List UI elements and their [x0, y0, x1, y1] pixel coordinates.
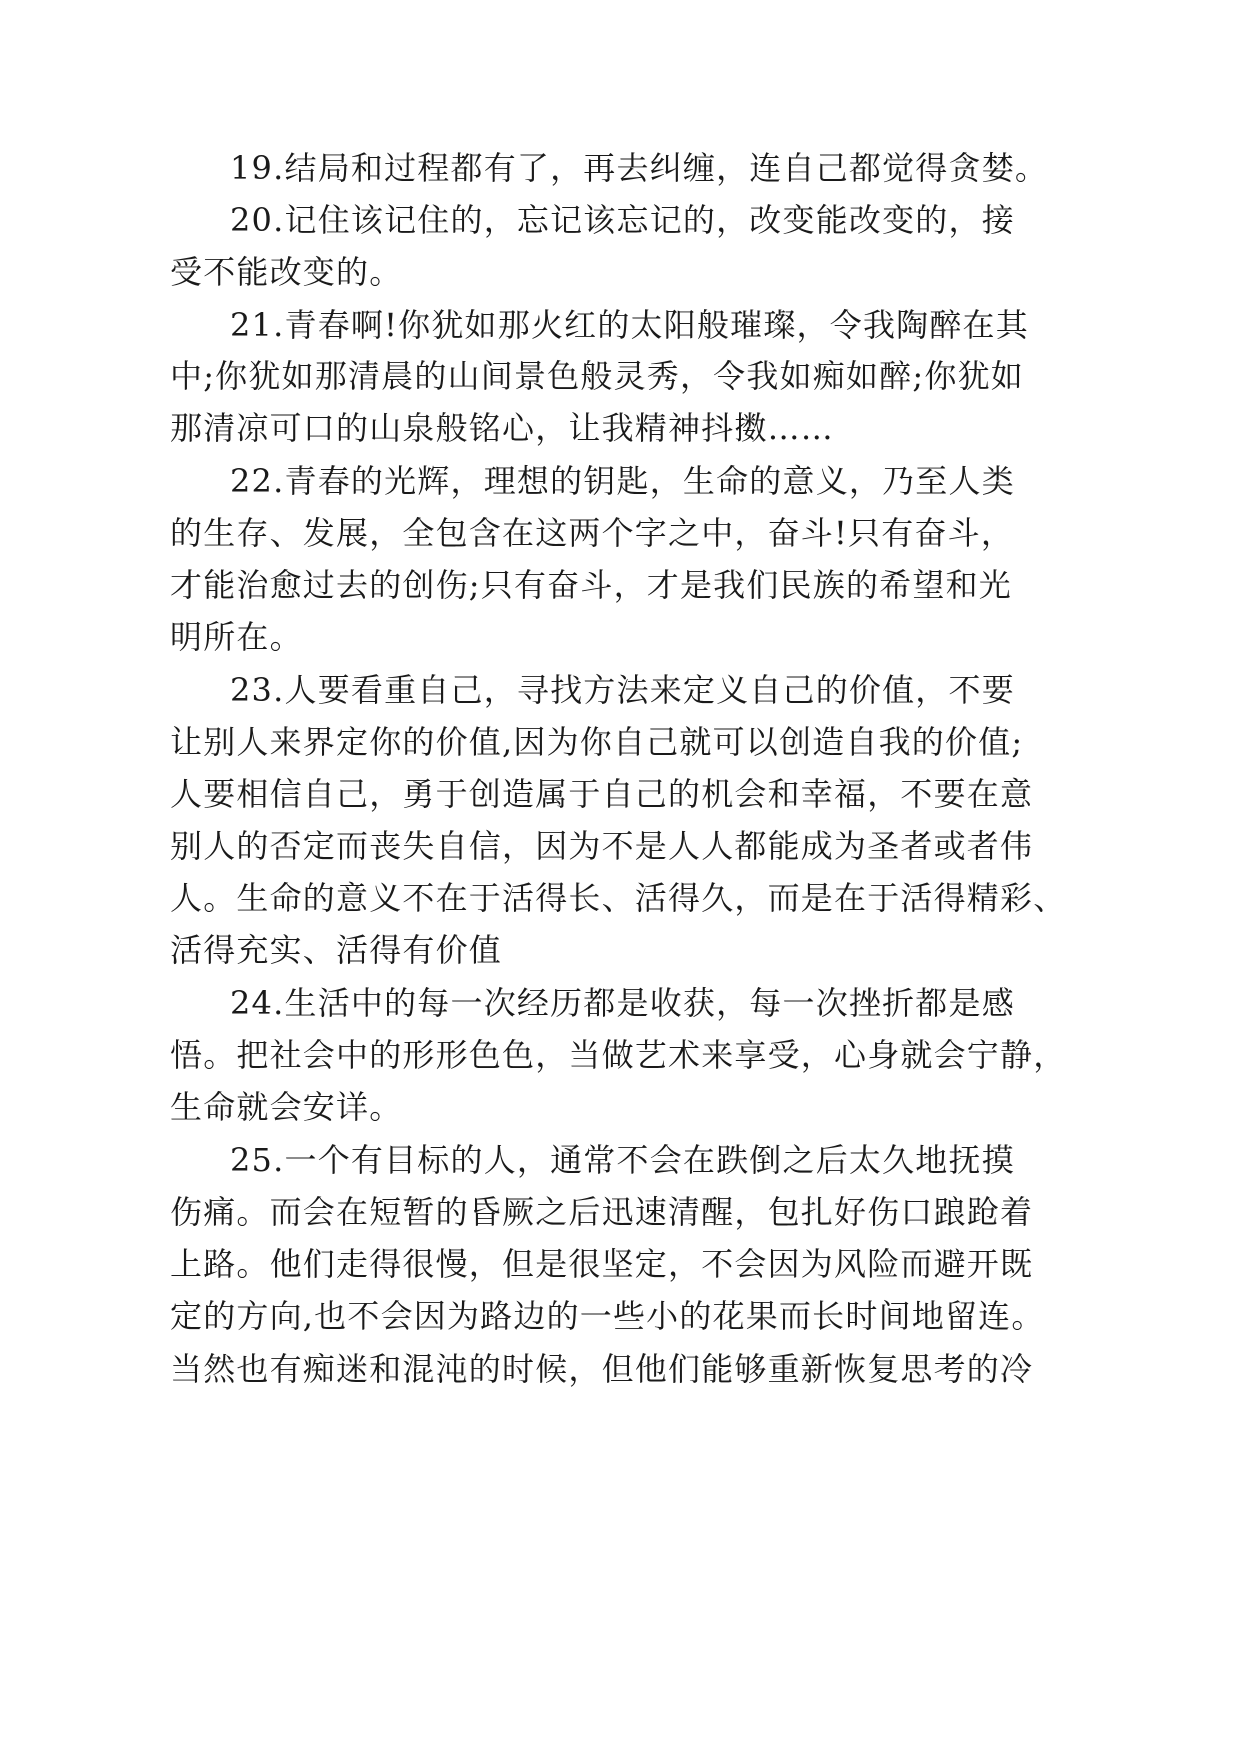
- text-line-22-b: 的生存、发展，全包含在这两个字之中，奋斗!只有奋斗，: [170, 514, 1015, 552]
- text-line-21-c: 那清凉可口的山泉般铭心，让我精神抖擞……: [170, 409, 835, 447]
- text-line-24-b: 悟。把社会中的形形色色，当做艺术来享受，心身就会宁静，: [170, 1036, 1067, 1074]
- text-line-21-a: 21.青春啊!你犹如那火红的太阳般璀璨，令我陶醉在其: [230, 306, 1029, 344]
- text-line-23-d: 别人的否定而丧失自信，因为不是人人都能成为圣者或者伟: [170, 827, 1034, 865]
- text-line-25-a: 25.一个有目标的人，通常不会在跌倒之后太久地抚摸: [230, 1141, 1015, 1179]
- text-line-21-b: 中;你犹如那清晨的山间景色般灵秀，令我如痴如醉;你犹如: [170, 357, 1024, 395]
- text-line-25-d: 定的方向,也不会因为路边的一些小的花果而长时间地留连。: [170, 1297, 1045, 1335]
- text-line-22-c: 才能治愈过去的创伤;只有奋斗，才是我们民族的希望和光: [170, 566, 1012, 604]
- text-line-23-f: 活得充实、活得有价值: [170, 931, 503, 969]
- text-line-23-b: 让别人来界定你的价值,因为你自己就可以创造自我的价值;: [170, 723, 1024, 761]
- text-line-20-b: 受不能改变的。: [170, 253, 403, 291]
- text-line-25-e: 当然也有痴迷和混沌的时候，但他们能够重新恢复思考的冷: [170, 1350, 1034, 1388]
- text-line-23-c: 人要相信自己，勇于创造属于自己的机会和幸福，不要在意: [170, 775, 1034, 813]
- text-line-25-b: 伤痛。而会在短暂的昏厥之后迅速清醒，包扎好伤口踉跄着: [170, 1193, 1034, 1231]
- text-line-25-c: 上路。他们走得很慢，但是很坚定，不会因为风险而避开既: [170, 1245, 1034, 1283]
- text-line-22-a: 22.青春的光辉，理想的钥匙，生命的意义，乃至人类: [230, 462, 1015, 500]
- text-line-19-full: 19.结局和过程都有了，再去纠缠，连自己都觉得贪婪。: [230, 149, 1049, 187]
- text-line-22-d: 明所在。: [170, 618, 303, 656]
- text-line-23-e: 人。生命的意义不在于活得长、活得久，而是在于活得精彩、: [170, 879, 1067, 917]
- text-line-23-a: 23.人要看重自己，寻找方法来定义自己的价值，不要: [230, 671, 1015, 709]
- text-line-24-a: 24.生活中的每一次经历都是收获，每一次挫折都是感: [230, 984, 1015, 1022]
- text-line-20-a: 20.记住该记住的，忘记该忘记的，改变能改变的，接: [230, 201, 1015, 239]
- text-line-24-c: 生命就会安详。: [170, 1088, 403, 1126]
